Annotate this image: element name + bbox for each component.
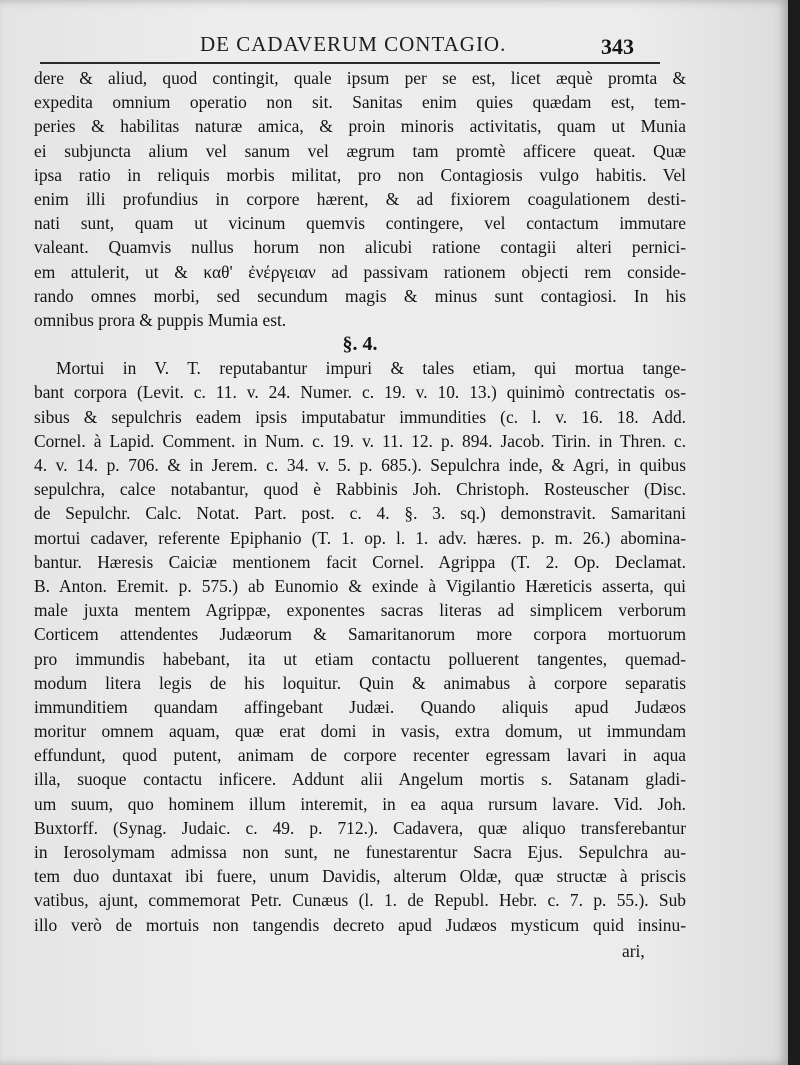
text-line: nati sunt, quam ut vicinum quemvis contingere, vel contactum immutare: [34, 213, 686, 234]
text-line: expedita omnium operatio non sit. Sanitas enim quies quædam est, tem-: [34, 92, 686, 113]
text-line: 4. v. 14. p. 706. & in Jerem. c. 34. v. 5. p. 685.). Sepulchra inde, & Agri, in quibus: [34, 455, 686, 475]
text-line: mortui cadaver, referente Epiphanio (T. 1. op. l. 1. adv. hæres. p. m. 26.) abomina-: [34, 527, 686, 548]
running-header: [40, 30, 660, 64]
text-line: Mortui in V. T. reputabantur impuri & tales etiam, qui mortua tange-: [56, 358, 686, 379]
text-line: peries & habilitas naturæ amica, & proin minoris activitatis, quam ut Munia: [34, 116, 686, 137]
text-line: valeant. Quamvis nullus horum non alicubi ratione contagii alteri pernici-: [34, 237, 686, 258]
text-line: pro immundis habebant, ita ut etiam contactu polluerent tangentes, quemad-: [34, 648, 686, 669]
body-text: [34, 66, 686, 986]
text-line: ei subjuncta alium vel sanum vel ægrum tam promtè afficere queat. Quæ: [34, 140, 686, 161]
text-line: tem duo duntaxat ibi fuere, unum Davidis, alterum Oldæ, quæ structæ à priscis: [34, 866, 686, 887]
text-line: um suum, quo hominem illum interemit, in ea aqua rursum lavare. Vid. Joh.: [34, 793, 686, 814]
show-through-ink: [310, 334, 670, 356]
text-line: in Ierosolymam admissa non sunt, ne funestarentur Sacra Ejus. Sepulchra au-: [34, 842, 686, 862]
running-title: DE CADAVERUM CONTAGIO.: [200, 32, 507, 56]
catchword: ari,: [622, 941, 645, 961]
text-line: sibus & sepulchris eadem ipsis imputabatur immundities (c. l. v. 16. 18. Add.: [34, 406, 686, 427]
text-line: em attulerit, ut & καθ' ἐνέργειαν ad passivam rationem objecti rem conside-: [34, 261, 686, 282]
text-line: effundunt, quod putent, animam de corpore recenter egressam lavari in aqua: [34, 745, 686, 766]
section-mark: §. 4.: [342, 333, 378, 356]
text-line: illa, suoque contactu inficere. Addunt alii Angelum mortis s. Satanam gladi-: [34, 769, 686, 790]
text-line: moritur omnem aquam, quæ erat domi in vasis, extra domum, ut immundam: [34, 721, 686, 742]
scan-dark-edge: [788, 0, 800, 1065]
text-line: bant corpora (Levit. c. 11. v. 24. Numer. c. 19. v. 10. 13.) quinimò contrectatis os-: [34, 382, 686, 403]
text-line: B. Anton. Eremit. p. 575.) ab Eunomio & exinde à Vigilantio Hæreticis asserta, qui: [34, 575, 686, 596]
text-line: bantur. Hæresis Caiciæ mentionem facit Cornel. Agrippa (T. 2. Op. Declamat.: [34, 551, 686, 572]
page-number: 343: [601, 34, 634, 59]
text-line: illo verò de mortuis non tangendis decreto apud Judæos mysticum quid insinu-: [34, 914, 686, 935]
text-line: vatibus, ajunt, commemorat Petr. Cunæus (l. 1. de Republ. Hebr. c. 7. p. 55.). Sub: [34, 890, 686, 911]
text-line: Corticem attendentes Judæorum & Samaritanorum more corpora mortuorum: [34, 624, 686, 645]
text-line: dere & aliud, quod contingit, quale ipsum per se est, licet æquè promta &: [34, 68, 686, 88]
text-line: Buxtorff. (Synag. Judaic. c. 49. p. 712.). Cadavera, quæ aliquo transferebantur: [34, 817, 686, 838]
text-line: de Sepulchr. Calc. Notat. Part. post. c. 4. §. 3. sq.) demonstravit. Samaritani: [34, 503, 686, 524]
text-line: Cornel. à Lapid. Comment. in Num. c. 19. v. 11. 12. p. 894. Jacob. Tirin. in Thren. c.: [34, 430, 686, 451]
text-line: male juxta mentem Agrippæ, exponentes sacras literas ad simplicem verborum: [34, 600, 686, 621]
text-line: enim illi profundius in corpore hærent, & ad fixiorem coagulationem desti-: [34, 188, 686, 209]
text-line: immunditiem quandam affingebant Judæi. Quando aliquis apud Judæos: [34, 696, 686, 717]
text-line: ipsa ratio in reliquis morbis militat, pro non Contagiosis vulgo habitis. Vel: [34, 164, 686, 185]
text-line: sepulchra, calce notabantur, quod è Rabbinis Joh. Christoph. Rosteuscher (Disc.: [34, 479, 686, 500]
text-line: omnibus prora & puppis Mumia est.: [34, 309, 287, 330]
text-line: rando omnes morbi, sed secundum magis & minus sunt contagiosi. In his: [34, 285, 686, 306]
text-line: modum litera legis de his loquitur. Quin & animabus à corpore separatis: [34, 672, 686, 693]
